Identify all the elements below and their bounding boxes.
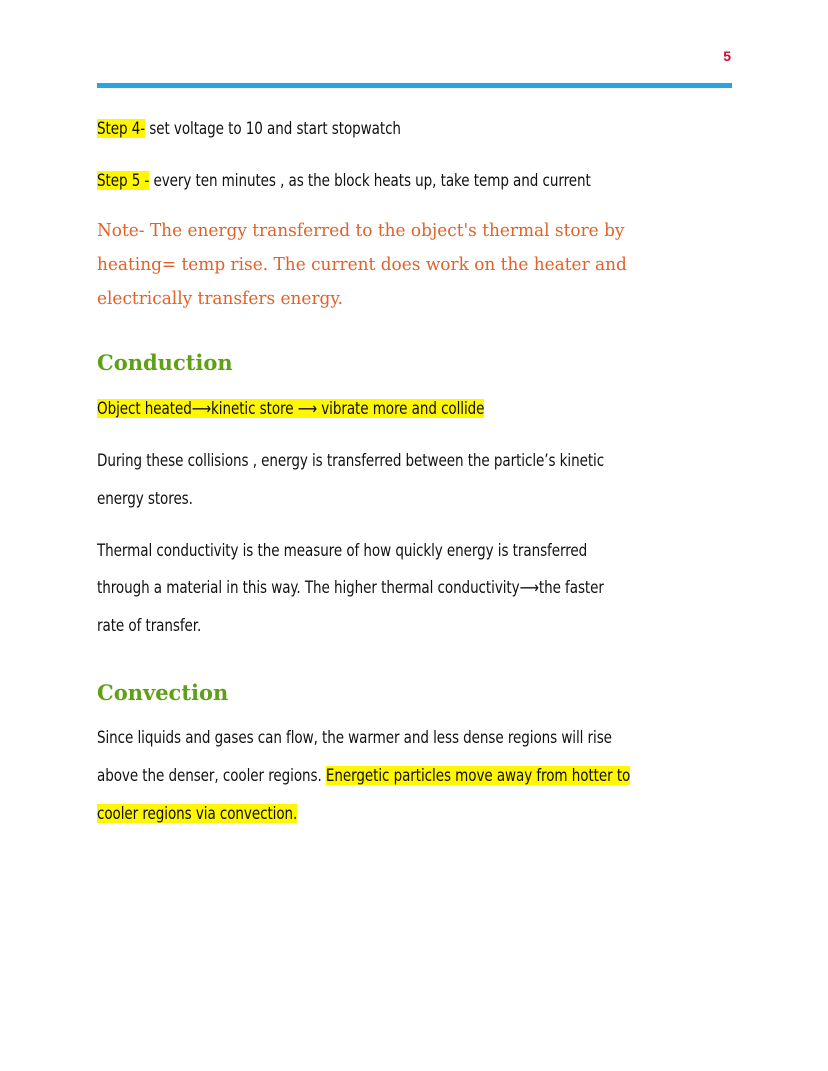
step-5-label: Step 5 -	[97, 171, 150, 190]
step-4-text: set voltage to 10 and start stopwatch	[145, 119, 401, 138]
top-divider	[97, 83, 732, 88]
conduction-highlight-line	[97, 396, 484, 422]
conduction-para1-line: During these collisions , energy is transferred between the particle’s kinetic	[97, 451, 605, 470]
convection-line	[97, 801, 297, 827]
step-5-text: every ten minutes , as the block heats up, take temp and current	[149, 171, 591, 190]
conduction-para2-line: rate of transfer.	[97, 616, 202, 635]
convection-line3-highlight: cooler regions via convection.	[97, 804, 298, 823]
step-4-label: Step 4-	[97, 119, 146, 138]
step-4	[97, 116, 401, 142]
convection-line	[97, 763, 630, 789]
note-line: heating= temp rise. The current does work on the heater and	[97, 254, 627, 275]
convection-heading: Convection	[97, 680, 229, 705]
note-line: electrically transfers energy.	[97, 288, 344, 309]
conduction-heading: Conduction	[97, 350, 233, 375]
convection-line: Since liquids and gases can flow, the warmer and less dense regions will rise	[97, 728, 612, 747]
step-5	[97, 168, 591, 194]
conduction-para2-line: through a material in this way. The higher thermal conductivity⟶the faster	[97, 578, 604, 597]
convection-line2-plain: above the denser, cooler regions.	[97, 766, 326, 785]
convection-line2-highlight: Energetic particles move away from hotter to	[325, 766, 631, 785]
conduction-highlight-text: Object heated⟶kinetic store ⟶ vibrate more and collide	[97, 399, 485, 418]
note-paragraph	[97, 214, 737, 316]
conduction-para2-line: Thermal conductivity is the measure of how quickly energy is transferred	[97, 541, 588, 560]
conduction-para1-line: energy stores.	[97, 489, 193, 508]
note-line: Note- The energy transferred to the object's thermal store by	[97, 220, 625, 241]
page-number: 5	[723, 48, 731, 64]
